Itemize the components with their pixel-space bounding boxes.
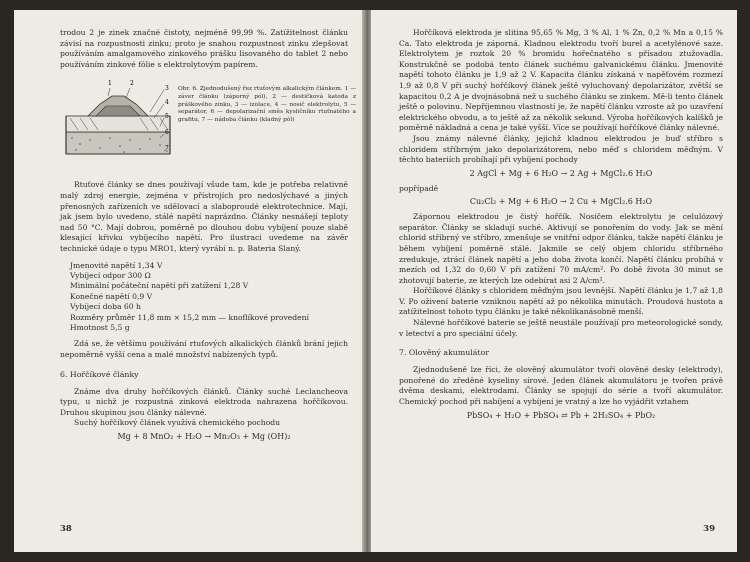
page-number: 38 (60, 524, 72, 534)
equation-lead: PbSO₄ + H₂O + PbSO₄ ⇌ Pb + 2H₂SO₄ + PbO₂ (466, 410, 656, 420)
paragraph-conclusion: Zdá se, že většímu používání rtuťových alkalických článků brání jejich nepoměrně vyšší cena a malé množství nabízených typů. (60, 339, 348, 359)
spec-line: Jmenovité napětí 1,34 V (70, 260, 163, 270)
fig-label-6: 6 (165, 129, 169, 137)
paragraph-dry-cell: Suchý hořčíkový článek využívá chemického pochodu (74, 418, 281, 428)
spec-list (70, 261, 348, 334)
paragraph-magnesium-types: Známe dva druhy hořčíkových článků. Články suché Leclancheova typu, u nichž je rozpustná zinková elektroda nahrazena hořčíkovou. Druhou skupinou jsou články nálevné. (60, 386, 348, 417)
figure-caption: Obr. 6. Zjednodušený řez rtuťovým alkalickým článkem. 1 — záver článku (záporný pól), 2 — destičková katoda z práškového zinku, 3 — izolace, 4 — nosič elektrolytu, 5 — separátor, 6 — depolarizační směs kysličníku rtuťnatého a grafitu, 7 — nádoba článku (kladný pól) (178, 86, 356, 123)
spec-line: Vybíjecí odpor 300 Ω (70, 270, 151, 280)
left-page (14, 10, 364, 552)
connector-text: popřípadě (399, 183, 439, 193)
cell-cross-section-diagram (60, 74, 178, 174)
fig-label-3: 3 (165, 85, 169, 93)
equation-copper: Cu₂Cl₂ + Mg + 6 H₂O → 2 Cu + MgCl₂.6 H₂O (469, 197, 653, 207)
section-heading: 6. Hořčíkové články (60, 369, 139, 379)
spec-line: Rozměry průměr 11,8 mm × 15,2 mm — knoflíkové provedení (70, 312, 309, 322)
spec-line: Konečné napětí 0,9 V (70, 291, 153, 301)
paragraph-negative-electrode: Zápornou elektrodou je čistý hořčík. Nosičem elektrolytu je celulózový separátor. Články se skladují suché. Aktivují se ponořením do vody. Jak se mění chlorid stříbrný ve stříbro, zmenšuje se vnitřní odpor článku, takže napětí článku je během vybíjení poměrně stálé. Jakmile se celý objem chloridu stříbrného zredukuje, ztrácí článek napětí a jeho doba života končí. Napětí článku probíhá v mezích od 1,32 do 0,60 V při zatížení 70 mA/cm². Po době života 30 minut se zhotovují baterie, ze kterých lze odebírat asi 2 A/cm². (399, 212, 723, 285)
paragraph-usage: Rtuťové články se dnes používají všude tam, kde je potřeba relativně malý zdroj energie, zejména v přístrojích pro nedoslýchavé a jiných přenosných zařízeních ve sdělovací a slaboproudé elektrotechnice. Mají, jak jsem bylo uvedeno, stálé napětí naprázdno. Články nesnášejí teploty nad 50 °C. Mají dobrou, poměrně po dlouhou dobu vybíjení pouze slabě klesající křivku vybíjecího napětí. Pro ilustraci uvedeme na závěr technické údaje o typu MRO1, který vyrábí n. p. Bateria Slaný. (60, 180, 348, 253)
fig-label-4: 4 (165, 99, 169, 107)
spec-line: Vybíjecí doba 60 h (70, 302, 141, 312)
section-heading: 7. Olověný akumulátor (399, 348, 489, 358)
equation: Mg + 8 MnO₂ + H₂O → Mn₂O₃ + Mg (OH)₂ (117, 431, 291, 441)
right-page (371, 10, 737, 552)
fig-label-7: 7 (165, 145, 169, 153)
fig-label-2: 2 (130, 80, 134, 88)
spec-line: Hmotnost 5,5 g (70, 322, 130, 332)
fig-label-1: 1 (108, 80, 112, 88)
figure-6 (60, 74, 356, 176)
paragraph-magnesium-electrode: Hořčíková elektroda je slitina 95,65 % Mg, 3 % Al, 1 % Zn, 0,2 % Mn a 0,15 % Ca. Tato elektroda je záporná. Kladnou elektrodu tvoří burel a acetylénové saze. Elektrolytem je roztok 20 % bromidu hořečnatého s přísadou ztužovadla. Konstrukčně se podobá tento článek suchému galvanickému článku. Jmenovité napětí tohoto článku je 1,9 až 2 V. Kapacita článku získaná v napěťovém rozmezí 1,9 až 0,8 V při suchý hořčíkový článek ještě vyluchovaný depolarizátor, zvětší se kapacitou 0,2 A je dvojnásobná než u suchého článku se zinkem. Mě-li tento článek ještě o polovinu. Nepříjemnou vlastností je, že napětí článku vzroste až po uzavření elektrického obvodu, a to ještě až za několik sekund. Výroba hořčíkových kalíšků je poměrně nákladná a cena je také vyšší. Více se používají hořčíkové články nálevné. (399, 28, 723, 133)
spec-line: Minimální počáteční napětí při zatížení 1,28 V (70, 281, 249, 291)
paragraph-water-activated: Jsou známy nálevné články, jejichž kladnou elektrodou je buď stříbro s chloridem stříbrným jako depolarizátorem, nebo měď s chloridem měďným. V těchto bateriích probíhají při vybíjení pochody (399, 133, 723, 165)
fig-label-5: 5 (165, 113, 169, 121)
paragraph-applications: Nálevné hořčíkové baterie se ještě neustále používají pro meteorologické sondy, v letectví a pro speciální účely. (399, 318, 723, 338)
paragraph-lead-accumulator: Zjednodušeně lze říci, že olověný akumulátor tvoří olověné desky (elektrody), ponořené do zředěné kyseliny sírové. Jeden článek akumulátoru je tvořen právě dvěma deskami, elektrodami. Články se spojují do série a tvoří akumulátor. Chemický pochod při nabíjení a vybíjení je vratný a lze ho vyjádřit vztahem (399, 365, 723, 407)
paragraph-intro: trodou 2 je zinek značné čistoty, nejméně 99,99 %. Zatížitelnost článku závisí na rozpustnosti zinku; proto je snahou rozpustnost zinku zlepšovat používáním amalgamového zinkového prášku lisovaného do tablet 2 nebo používáním zinkové fólie s elektrolytovým papírem. (60, 28, 348, 69)
page-number: 39 (703, 524, 715, 534)
equation-silver: 2 AgCl + Mg + 6 H₂O → 2 Ag + MgCl₂.6 H₂O (469, 168, 653, 178)
paragraph-copper-chloride: Hořčíkové články s chloridem měďným jsou levnější. Napětí článku je 1,7 až 1,8 V. Po oživení baterie vzniknou napětí až po několika minutách. Proudová hustota a zatížitelnost tohoto typu článku je také několikanásobně menší. (399, 286, 723, 317)
